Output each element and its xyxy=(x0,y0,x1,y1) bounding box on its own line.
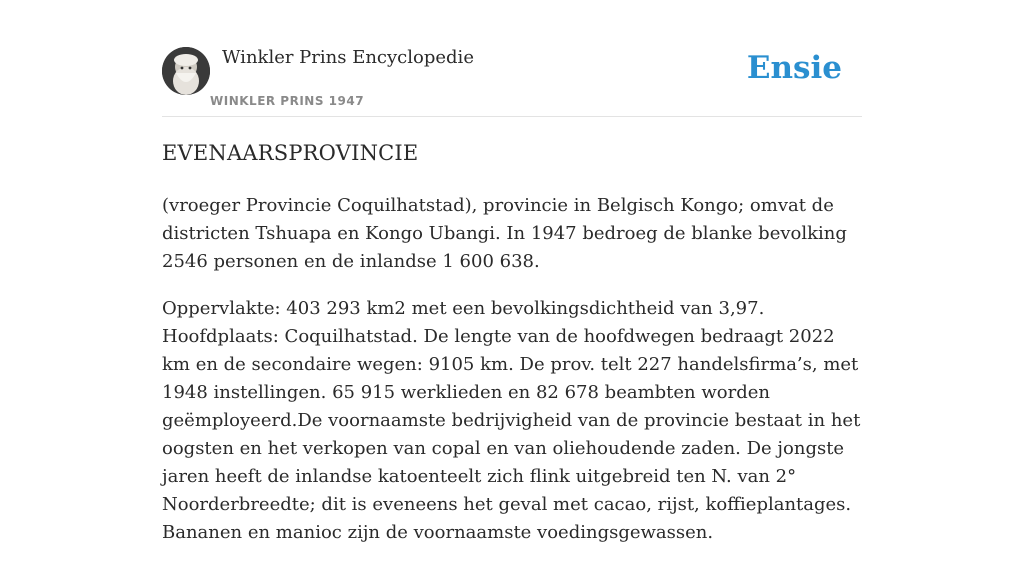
site-title[interactable]: Winkler Prins Encyclopedie xyxy=(222,47,474,68)
article-title: EVENAARSPROVINCIE xyxy=(162,141,419,165)
brand-logo[interactable]: Ensie xyxy=(746,50,842,86)
bearded-man-portrait-icon[interactable] xyxy=(162,47,210,95)
article-body xyxy=(162,192,862,566)
article-paragraph: Oppervlakte: 403 293 km2 met een bevolkingsdichtheid van 3,97. Hoofdplaats: Coquilhatstad. De lengte van de hoofdwegen bedraagt 2022 km en de secondaire wegen: 9105 km. De prov. telt 227 handelsfirma’s, met 1948 instellingen. 65 915 werklieden en 82 678 beambten worden geëmployeerd.De voornaamste bedrijvigheid van de provincie bestaat in het oogsten en het verkopen van copal en van oliehoudende zaden. De jongste jaren heeft de inlandse katoenteelt zich flink uitgebreid ten N. van 2° Noorderbreedte; dit is eveneens het geval met cacao, rijst, koffieplantages. Bananen en manioc zijn de voornaamste voedingsgewassen. xyxy=(162,298,861,543)
article-paragraph: (vroeger Provincie Coquilhatstad), provincie in Belgisch Kongo; omvat de districten Tshuapa en Kongo Ubangi. In 1947 bedroeg de blanke bevolking 2546 personen en de inlandse 1 600 638. xyxy=(162,195,847,272)
site-header xyxy=(162,44,862,117)
collection-label[interactable]: WINKLER PRINS 1947 xyxy=(210,94,365,108)
